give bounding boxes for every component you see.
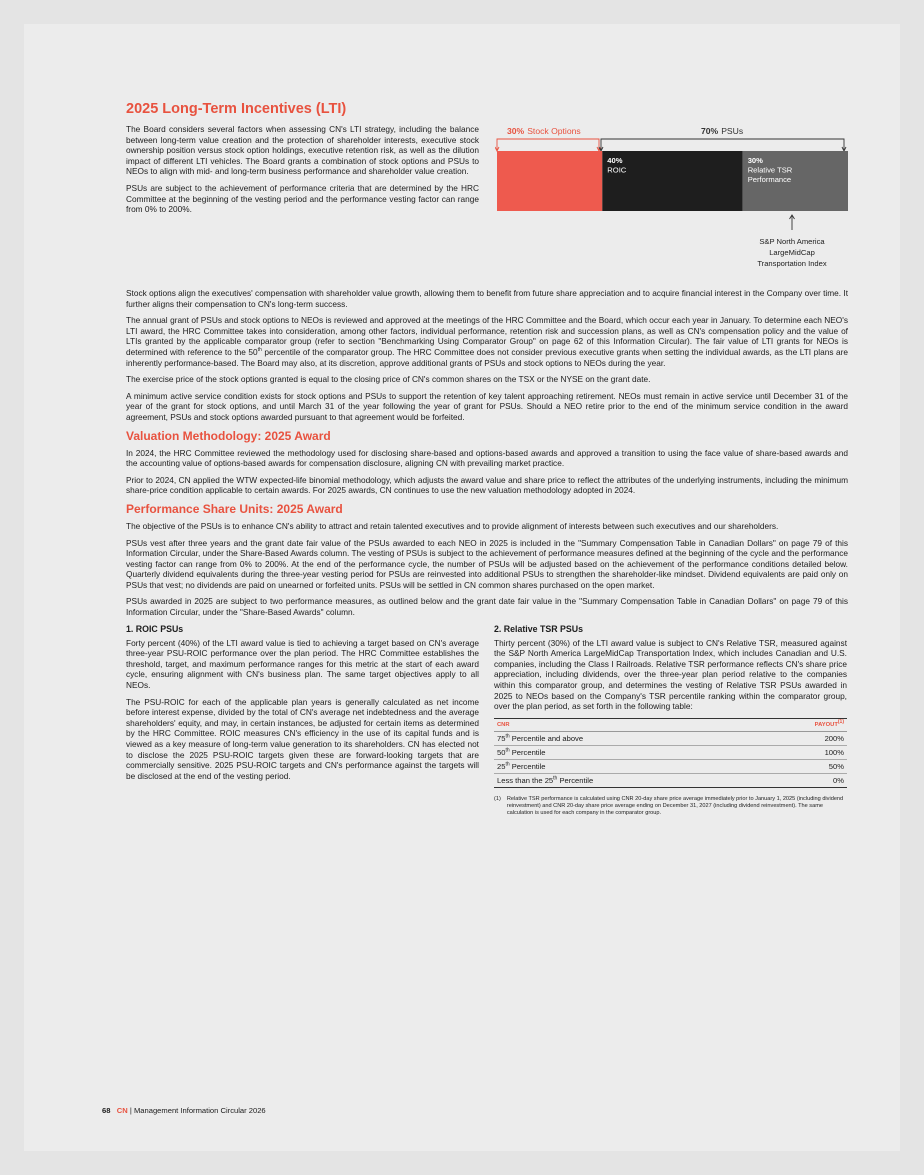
row-percentile-b: Percentile bbox=[509, 747, 546, 757]
valuation-p1: In 2024, the HRC Committee reviewed the methodology used for disclosing share-based and options-based awards and approved a transition to using the face value of share-based awards and the accounting value of options-based awards for compensation disclosure, aligning CN with prevailing market practice. bbox=[126, 447, 848, 469]
lti-p4-a: The annual grant of PSUs and stock options to NEOs is reviewed and approved at the meetings of the HRC Committee and the Board, which occur each year in January. To determine each NEO's LTI award, the HRC Committee takes into consideration, among other factors, individual performance, retention risk and succession plans, as well as CN's compensation policy and the value of LTIs granted by the applicable comparator group (refer to section "Benchmarking Using Comparator Group" on page 62 of this Information Circular). The fair value of LTI grants for NEOs is determined with reference to the 50 bbox=[126, 315, 848, 357]
col-payout-text: PAYOUT bbox=[814, 721, 838, 728]
tsr-p1: Thirty percent (30%) of the LTI award value is subject to CN's Relative TSR, measured against the S&P North America LargeMidCap Transportation Index, which includes Canadian and U.S. companies, including the Class I Railroads. Relative TSR performance reflects CN's share price appreciation, including dividends, over the three-year plan period relative to the companies within this comparator group, and determines the vesting of Relative TSR PSUs awarded in 2025 to NEOs based on the Company's TSR percentile ranking within the comparator group, over the plan period, as set forth in the following table: bbox=[494, 637, 847, 712]
footer-text: | Management Information Circular 2026 bbox=[127, 1106, 266, 1115]
row-percentile-sup: th bbox=[505, 761, 510, 768]
valuation-p2: Prior to 2024, CN applied the WTW expected-life binomial methodology, which adjusts the award value and share price to reflect the attributes of the underlying instruments, including the minimum share-price condition applicable to certain awards. For 2025 awards, CN continues to use the new valuation methodology adopted in 2024. bbox=[126, 474, 848, 496]
lti-title: 2025 Long-Term Incentives (LTI) bbox=[126, 101, 347, 117]
psu-bracket bbox=[601, 139, 844, 150]
footnote-text: Relative TSR performance is calculated using CNR 20-day share price average immediately prior to January 1, 2025 (including dividend reinvestment) and CNR 20-day share price average ending on December 31, 2027 (including dividend reinvestment). The same calculation is used for each company in the comparator group. bbox=[506, 795, 844, 816]
roic-p1: Forty percent (40%) of the LTI award value is tied to achieving a target based on CN's average three-year PSU-ROIC performance over the plan period. The HRC Committee establishes the threshold, target, and maximum performance ranges for this metric at the start of each award cycle, ensuring alignment with CN's business plan. The same target objectives apply to all NEOs. bbox=[126, 637, 479, 691]
table-row bbox=[494, 759, 847, 773]
row-payout: 200% bbox=[756, 731, 847, 745]
lti-p5: The exercise price of the stock options granted is equal to the closing price of CN's common shares on the TSX or the NYSE on the grant date. bbox=[126, 374, 651, 385]
row-percentile-b: Percentile bbox=[509, 761, 546, 771]
row-percentile-a: 50 bbox=[497, 747, 506, 757]
psu-bracket-arrows bbox=[599, 147, 846, 151]
psu-p2: PSUs vest after three years and the grant date fair value of the PSUs awarded to each NEO in 2025 is included in the "Summary Compensation Table in Canadian Dollars" on page 79 of this Information Circular, under the Share-Based Awards column. The vesting of PSUs is subject to the achievement of performance measures defined at the beginning of the cycle and the performance vesting factor can range from 0% to 200%. At the end of the performance cycle, the number of PSUs will be adjusted based on the achievement of the performance conditions detailed below. Quarterly dividend equivalents during the three-year vesting period for PSUs are reinvested into additional PSUs to strengthen the shareholder-like mindset. Dividend equivalents are paid only on PSUs that vest; no dividends are paid on unearned or forfeited units. PSUs will be settled in CN common shares purchased on the open market. bbox=[126, 537, 848, 590]
bar-stock-options bbox=[497, 151, 602, 211]
row-payout: 50% bbox=[756, 759, 847, 773]
lti-p3: Stock options align the executives' compensation with shareholder value growth, allowing them to benefit from future share appreciation and to acquire financial interest in the Company over time. It further aligns their compensation to CN's long-term success. bbox=[126, 288, 848, 309]
table-row bbox=[494, 731, 847, 745]
bar-roic bbox=[602, 151, 742, 211]
index-annotation-1: S&P North America bbox=[759, 237, 825, 246]
psu-group-label bbox=[701, 126, 743, 136]
tsr-segment-text-1: Relative TSR bbox=[747, 165, 793, 175]
row-percentile-sup: th bbox=[505, 733, 510, 740]
row-percentile-a: 25 bbox=[497, 761, 506, 771]
lti-p4-b: percentile of the comparator group. The HRC Committee does not consider previous executive grants when setting the individual awards, as the LTI plans are inherently performance-based. The Board may also, at its discretion, approve additional grants of PSUs and stock options to NEOs during the year. bbox=[126, 346, 848, 368]
psu-group-text: PSUs bbox=[721, 126, 744, 136]
lti-intro-row bbox=[126, 124, 848, 294]
row-percentile-b: Percentile bbox=[557, 775, 594, 785]
row-percentile-b: Percentile and above bbox=[509, 733, 584, 743]
options-bracket bbox=[497, 139, 599, 150]
page-footer bbox=[102, 1106, 266, 1115]
payout-table-header bbox=[494, 718, 847, 731]
valuation-title: Valuation Methodology: 2025 Award bbox=[126, 428, 331, 443]
lti-p6: A minimum active service condition exists for stock options and PSUs to support the retention of key talent approaching retirement. NEOs must remain in active service until December 31 of the year of the grant for stock options, and until March 31 of the year following the year of grant for PSUs. Should a NEO retire prior to the end of the minimum service condition in the award agreement, PSUs and stock options awarded pursuant to that agreement would be forfeited. bbox=[126, 390, 848, 422]
row-payout: 100% bbox=[756, 745, 847, 759]
row-percentile bbox=[494, 759, 756, 773]
content bbox=[126, 100, 848, 817]
tsr-segment-text-2: Performance bbox=[747, 175, 792, 184]
page-number: 68 bbox=[102, 1106, 111, 1115]
lti-intro bbox=[126, 124, 479, 294]
lti-mix-svg bbox=[495, 124, 848, 294]
index-annotation-2: LargeMidCap bbox=[769, 248, 815, 257]
table-row bbox=[494, 773, 847, 787]
tsr-column bbox=[494, 624, 847, 817]
lti-p4 bbox=[126, 315, 848, 368]
tsr-segment-pct: 30% bbox=[747, 156, 763, 165]
options-group-text: Stock Options bbox=[527, 126, 581, 136]
roic-segment-pct: 40% bbox=[607, 156, 623, 165]
row-percentile-a: 75 bbox=[497, 733, 506, 743]
options-group-label bbox=[507, 126, 581, 136]
payout-table bbox=[494, 718, 847, 788]
lti-p4-sup: th bbox=[257, 347, 262, 354]
col-cnr: CNR bbox=[494, 718, 756, 731]
payout-footnote bbox=[494, 796, 847, 817]
index-annotation-3: Transportation Index bbox=[757, 259, 827, 268]
page bbox=[24, 24, 900, 1151]
row-percentile bbox=[494, 731, 756, 745]
table-row bbox=[494, 745, 847, 759]
lti-intro-p2: PSUs are subject to the achievement of performance criteria that are determined by the HRC Committee at the beginning of the vesting period and the performance vesting factor can range from 0% to 200%. bbox=[126, 182, 479, 215]
row-payout: 0% bbox=[756, 773, 847, 787]
row-percentile-sup: th bbox=[505, 747, 510, 754]
lti-intro-p1: The Board considers several factors when assessing CN's LTI strategy, including the balance between long-term value creation and the protection of shareholder interests, executive stock ownership position versus stock option holdings, executive retention risk, as well as the dilution impact of different LTI vehicles. The Board grants a combination of stock options and PSUs to NEOs to align with mid- and long-term business performance and shareholder value creation. bbox=[126, 124, 479, 177]
psu-title: Performance Share Units: 2025 Award bbox=[126, 501, 343, 516]
col-payout-sup: (1) bbox=[837, 718, 844, 725]
roic-segment-text: ROIC bbox=[607, 165, 627, 175]
footnote-mark: (1) bbox=[494, 795, 501, 802]
options-bracket-arrows bbox=[495, 147, 601, 151]
col-payout bbox=[756, 718, 847, 731]
psu-p3: PSUs awarded in 2025 are subject to two performance measures, as outlined below and the grant date fair value in the "Summary Compensation Table in Canadian Dollars" on page 79 of this Information Circular, under the "Share-Based Awards" column. bbox=[126, 596, 848, 618]
psu-measures bbox=[126, 624, 848, 817]
options-group-pct: 30% bbox=[507, 126, 525, 136]
roic-p2: The PSU-ROIC for each of the applicable plan years is generally calculated as net income before interest expense, divided by the total of CN's average net indebtedness and the average shareholders' equity, and may, in certain instances, be adjusted for certain items as determined by the HRC Committee. ROIC measures CN's efficiency in the use of its capital funds and is viewed as a key measure of long-term value generation to its shareholders. CN has elected not to disclose the 2025 PSU-ROIC targets given these are forward-looking targets that are commercially sensitive. 2025 PSU-ROIC targets and CN's performance against the targets will be disclosed at the end of the vesting period. bbox=[126, 696, 479, 781]
row-percentile bbox=[494, 773, 756, 787]
row-percentile bbox=[494, 745, 756, 759]
row-percentile-a: Less than the 25 bbox=[497, 775, 554, 785]
row-percentile-sup: th bbox=[553, 775, 558, 782]
roic-column bbox=[126, 624, 479, 817]
tsr-title: 2. Relative TSR PSUs bbox=[494, 623, 583, 634]
psu-p1: The objective of the PSUs is to enhance CN's ability to attract and retain talented executives and to provide alignment of interests between such executives and our shareholders. bbox=[126, 520, 779, 531]
footer-brand: CN bbox=[116, 1106, 128, 1115]
psu-group-pct: 70% bbox=[701, 126, 719, 136]
lti-mix-chart bbox=[495, 124, 848, 294]
roic-title: 1. ROIC PSUs bbox=[126, 623, 184, 634]
